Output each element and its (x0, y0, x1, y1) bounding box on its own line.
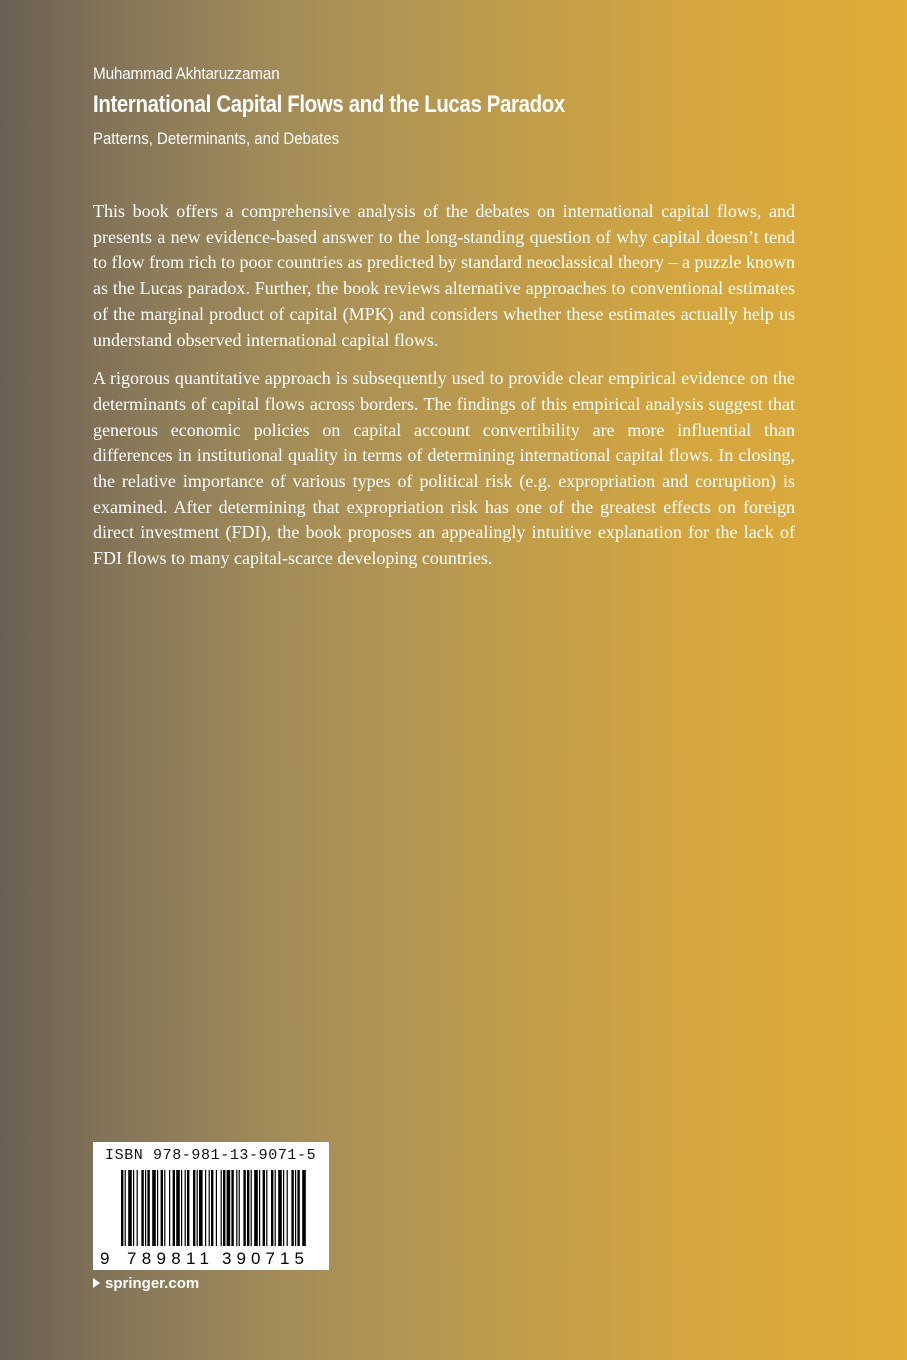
barcode-bar (302, 1170, 306, 1246)
barcode-bar (236, 1170, 237, 1246)
barcode-bar (266, 1170, 267, 1246)
book-subtitle: Patterns, Determinants, and Debates (93, 129, 340, 148)
barcode-bar (173, 1170, 175, 1246)
barcode-bar (125, 1170, 126, 1246)
barcode-bar (187, 1170, 189, 1246)
barcode-digits-left: 789811 (127, 1249, 209, 1268)
author-name: Muhammad Akhtaruzzaman (93, 64, 280, 83)
barcode-bar (209, 1170, 210, 1246)
barcode-bar (181, 1170, 182, 1246)
barcode-bar (152, 1170, 156, 1246)
barcode-bar (205, 1170, 206, 1246)
barcode-bar (247, 1170, 249, 1246)
barcode-icon (93, 1142, 329, 1270)
isbn-number: ISBN 978-981-13-9071-5 (105, 1147, 317, 1164)
barcode-bar (141, 1170, 143, 1246)
description-paragraph: A rigorous quantitative approach is subsequently used to provide clear empirical evidence on the determinants of capital flows across borders. The findings of this empirical analysis suggest that generous economic policies on capital account convertibility are more influential than differences in institutional quality in terms of determining international capital flows. In closing, the relative importance of various types of political risk (e.g. expropriation and corruption) is examined. After determining that expropriation risk has one of the greatest effects on foreign direct investment (FDI), the book proposes an appealingly intuitive explanation for the lack of FDI flows to many capital-scarce developing countries. (93, 368, 795, 569)
barcode-bar (157, 1170, 158, 1246)
barcode-bar (221, 1170, 222, 1246)
barcode-bar (137, 1170, 138, 1246)
barcode-bar (128, 1170, 132, 1246)
barcode-bar (259, 1170, 260, 1246)
barcode-bar (133, 1170, 134, 1246)
barcode-bar (211, 1170, 213, 1246)
barcode-bar (185, 1170, 186, 1246)
barcode-bar (223, 1170, 225, 1246)
arrow-right-icon (93, 1278, 100, 1288)
barcode-bar (297, 1170, 299, 1246)
book-description (93, 199, 795, 585)
description-paragraph: This book offers a comprehensive analysis of the debates on international capital flows, and presents a new evidence-based answer to the long-standing question of why capital doesn’t tend to flow from rich to poor countries as predicted by standard neoclassical theory – a puzzle known as the Lucas paradox. Further, the book reviews alternative approaches to conventional estimates of the marginal product of capital (MPK) and considers whether these estimates actually help us understand observed international capital flows. (93, 201, 795, 350)
book-title: International Capital Flows and the Lucas Paradox (93, 91, 565, 118)
barcode-bar (239, 1170, 240, 1246)
barcode-bar (145, 1170, 146, 1246)
barcode-bar (251, 1170, 252, 1246)
barcode-bar (254, 1170, 258, 1246)
barcode-bar (216, 1170, 217, 1246)
barcode-bar (197, 1170, 198, 1246)
barcode-bar (147, 1170, 149, 1246)
barcode-bar (231, 1170, 233, 1246)
barcode-bar (199, 1170, 203, 1246)
barcode-bar (227, 1170, 231, 1246)
barcode-bar (287, 1170, 288, 1246)
barcode-digit-prefix: 9 (100, 1249, 110, 1268)
barcode-bar (263, 1170, 265, 1246)
barcode-bar (278, 1170, 282, 1246)
barcode-bar (164, 1170, 165, 1246)
barcode-bar (161, 1170, 163, 1246)
barcode-bar (243, 1170, 245, 1246)
barcode-bar (121, 1170, 123, 1246)
publisher-url: springer.com (105, 1275, 200, 1292)
barcode-digits-right: 390715 (222, 1249, 304, 1268)
barcode-bars (121, 1170, 306, 1246)
barcode-bar (295, 1170, 296, 1246)
barcode-bar (169, 1170, 170, 1246)
barcode-bar (291, 1170, 293, 1246)
barcode-bar (271, 1170, 273, 1246)
barcode-bar (176, 1170, 180, 1246)
barcode-bar (275, 1170, 276, 1246)
barcode-bar (193, 1170, 195, 1246)
publisher-link[interactable] (93, 1275, 199, 1292)
barcode-bar (283, 1170, 284, 1246)
isbn-barcode (93, 1142, 329, 1270)
